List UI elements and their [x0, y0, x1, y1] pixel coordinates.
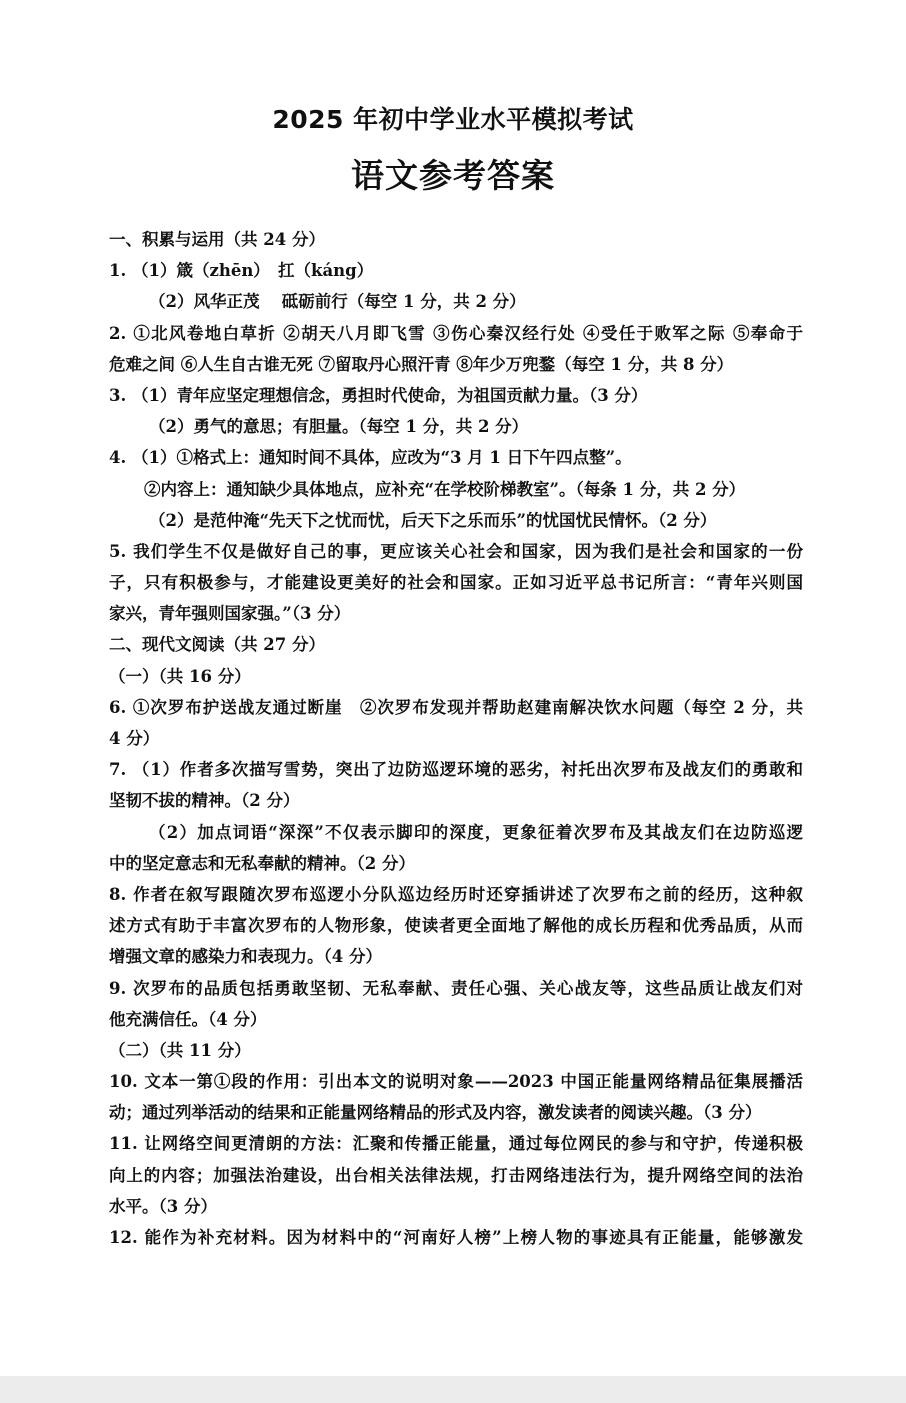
answer-line: 2. ①北风卷地白草折 ②胡天八月即飞雪 ③伤心秦汉经行处 ④受任于败军之际 ⑤奉命于 — [109, 323, 803, 343]
answer-line: 11. 让网络空间更清朗的方法：汇聚和传播正能量，通过每位网民的参与和守护，传递积极 — [109, 1134, 803, 1154]
answer-line: （2）是范仲淹“先天下之忧而忧，后天下之乐而乐”的忧国忧民情怀。（2 分） — [149, 510, 717, 530]
subsection-heading: （一）（共 16 分） — [109, 666, 251, 686]
answer-line: （2）勇气的意思；有胆量。（每空 1 分，共 2 分） — [149, 417, 529, 437]
exam-title: 2025 年初中学业水平模拟考试 — [272, 105, 634, 134]
answer-line: 7. （1）作者多次描写雪势，突出了边防巡逻环境的恶劣，衬托出次罗布及战友们的勇敢和 — [109, 760, 803, 780]
answer-line: 1. （1）箴（zhēn） 扛（káng） — [109, 261, 374, 281]
answer-line: 4 分） — [109, 729, 160, 748]
answer-line: 动；通过列举活动的结果和正能量网络精品的形式及内容，激发读者的阅读兴趣。（3 分） — [109, 1103, 762, 1123]
subsection-heading: （二）（共 11 分） — [109, 1040, 251, 1060]
answer-line: 8. 作者在叙写跟随次罗布巡逻小分队巡边经历时还穿插讲述了次罗布之前的经历，这种叙 — [109, 884, 803, 904]
answer-line: 中的坚定意志和无私奉献的精神。（2 分） — [109, 853, 415, 873]
answer-line: 他充满信任。（4 分） — [109, 1009, 267, 1029]
answer-key-title: 语文参考答案 — [351, 156, 555, 195]
section-heading: 二、现代文阅读（共 27 分） — [109, 635, 325, 655]
answer-line: ②内容上：通知缺少具体地点，应补充“在学校阶梯教室”。（每条 1 分，共 2 分） — [144, 479, 746, 499]
viewer-background — [0, 1376, 906, 1403]
section-heading: 一、积累与运用（共 24 分） — [109, 230, 325, 249]
answer-line: 9. 次罗布的品质包括勇敢坚韧、无私奉献、责任心强、关心战友等，这些品质让战友们对 — [109, 978, 803, 998]
answer-line: 6. ①次罗布护送战友通过断崖 ②次罗布发现并帮助赵建南解决饮水问题（每空 2 分，共 — [109, 697, 803, 717]
answer-line: 4. （1）①格式上：通知时间不具体，应改为“3 月 1 日下午四点整”。 — [109, 448, 632, 468]
answer-line: 水平。（3 分） — [109, 1196, 217, 1216]
answer-line: 家兴，青年强则国家强。”（3 分） — [109, 604, 351, 624]
answer-line: （2）风华正茂 砥砺前行（每空 1 分，共 2 分） — [149, 292, 526, 312]
answer-line: 危难之间 ⑥人生自古谁无死 ⑦留取丹心照汗青 ⑧年少万兜鍪（每空 1 分，共 8 分） — [109, 354, 734, 374]
answer-line: 向上的内容；加强法治建设，出台相关法律法规，打击网络违法行为，提升网络空间的法治 — [109, 1165, 803, 1185]
answer-line: 5. 我们学生不仅是做好自己的事，更应该关心社会和国家，因为我们是社会和国家的一份 — [109, 541, 803, 561]
answer-line: 3. （1）青年应坚定理想信念，勇担时代使命，为祖国贡献力量。（3 分） — [109, 385, 648, 405]
answer-line: 10. 文本一第①段的作用：引出本文的说明对象——2023 中国正能量网络精品征集展播活 — [109, 1072, 803, 1092]
answer-line: 坚韧不拔的精神。（2 分） — [109, 791, 300, 811]
answer-line: 述方式有助于丰富次罗布的人物形象，使读者更全面地了解他的成长历程和优秀品质，从而 — [109, 916, 803, 936]
answer-line: （2）加点词语“深深”不仅表示脚印的深度，更象征着次罗布及其战友们在边防巡逻 — [149, 822, 803, 842]
answer-line: 增强文章的感染力和表现力。（4 分） — [109, 947, 382, 967]
answer-line: 子，只有积极参与，才能建设更美好的社会和国家。正如习近平总书记所言：“青年兴则国 — [109, 573, 803, 593]
answer-line: 12. 能作为补充材料。因为材料中的“河南好人榜”上榜人物的事迹具有正能量，能够激发 — [109, 1228, 803, 1247]
answer-content — [109, 224, 803, 1253]
